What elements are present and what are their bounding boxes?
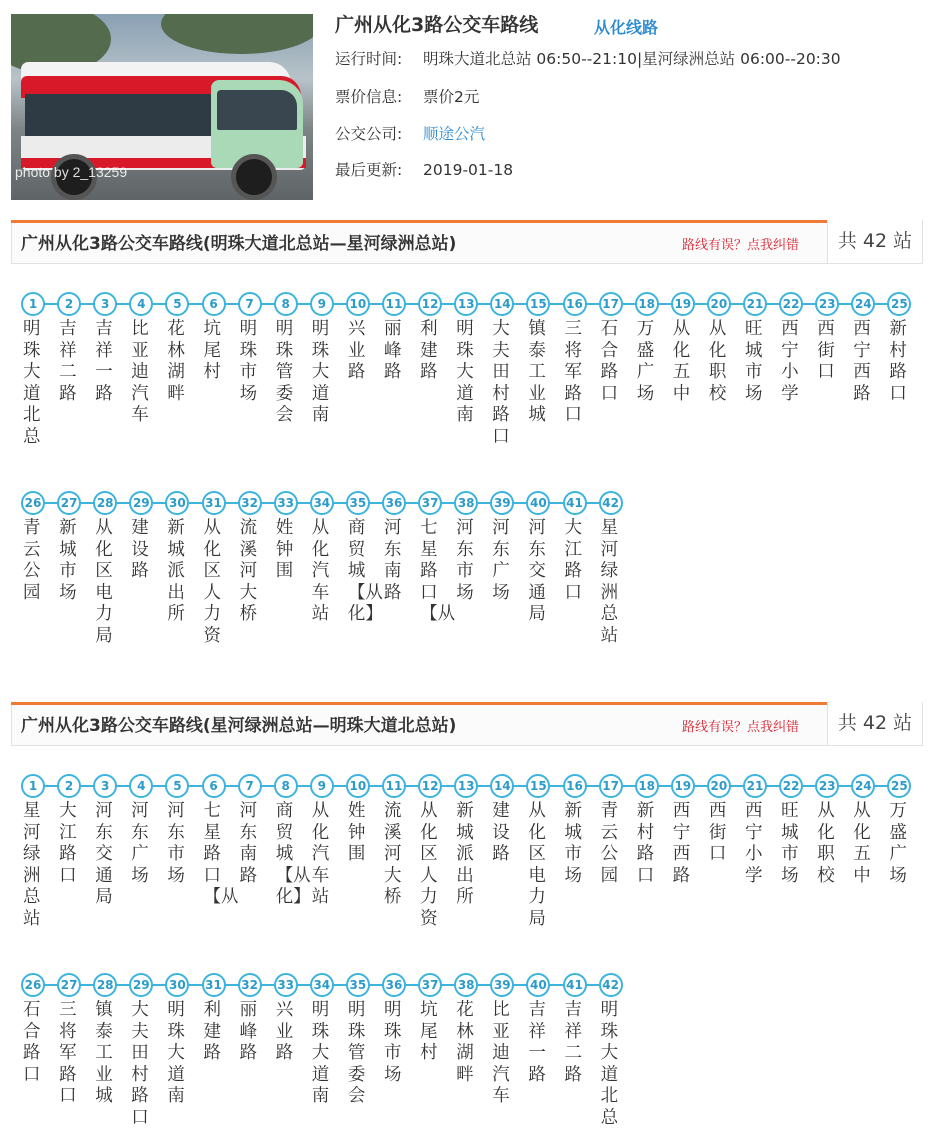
updated-row: [335, 158, 513, 180]
area-link[interactable]: 从化线路: [594, 18, 659, 37]
stop-number: 17: [599, 292, 623, 316]
stop-number: 29: [129, 973, 153, 997]
stop-name[interactable]: 明珠大道北总: [600, 1000, 619, 1128]
stop-number: 24: [851, 774, 875, 798]
stop-name[interactable]: 万盛广场: [889, 801, 907, 886]
stop-number: 39: [490, 973, 514, 997]
stop-number: 30: [165, 973, 189, 997]
stop-number: 29: [129, 491, 153, 515]
stop-name[interactable]: 丽峰路: [239, 1000, 258, 1063]
stop-name[interactable]: 石合路口: [23, 1000, 41, 1085]
stop-number: 37: [418, 491, 442, 515]
stop-number: 7: [238, 774, 262, 798]
stop-number: 8: [274, 292, 298, 316]
stop-number: 20: [707, 774, 731, 798]
hours-label: 运行时间:: [335, 50, 403, 68]
stop-number: 23: [815, 774, 839, 798]
fare-row: [335, 85, 479, 107]
company-link[interactable]: 顺途公汽: [423, 125, 486, 143]
stop-name[interactable]: 镇泰工业城: [95, 1000, 113, 1106]
stop-name[interactable]: 花林湖畔: [167, 319, 185, 404]
stop-name[interactable]: 新城市场: [59, 518, 77, 603]
stop-name[interactable]: 建设路: [492, 801, 510, 864]
stop-name[interactable]: 明珠管委会: [275, 319, 294, 425]
stop-name[interactable]: 丽峰路: [384, 319, 402, 382]
stop-name[interactable]: 星河绿洲总站: [23, 801, 41, 929]
stop-name[interactable]: 明珠大道北总: [23, 319, 41, 447]
stop-count: 共 42 站: [827, 219, 922, 263]
stop-name[interactable]: 西街口: [708, 801, 727, 864]
accent-bar: [11, 702, 830, 705]
stop-number: 6: [202, 292, 226, 316]
stop-number: 36: [382, 491, 406, 515]
stop-name[interactable]: 七星路口【从: [203, 801, 239, 907]
stop-name[interactable]: 兴业路: [275, 1000, 294, 1063]
stop-number: 40: [526, 973, 550, 997]
stop-number: 1: [21, 292, 45, 316]
stop-number: 14: [490, 774, 514, 798]
stop-name[interactable]: 旺城市场: [745, 319, 763, 404]
stop-number: 2: [57, 292, 81, 316]
stop-number: 28: [93, 491, 117, 515]
stop-name[interactable]: 明珠大道南: [311, 1000, 330, 1106]
stop-name[interactable]: 吉祥二路: [564, 1000, 582, 1085]
stop-name[interactable]: 河东交通局: [528, 518, 546, 624]
stop-name[interactable]: 从化区电力局: [528, 801, 546, 929]
stop-number: 21: [743, 292, 767, 316]
updated-label: 最后更新:: [335, 161, 403, 179]
stop-number: 13: [454, 292, 478, 316]
stop-number: 9: [310, 774, 334, 798]
direction-header-1: [11, 220, 923, 264]
stop-name[interactable]: 明珠市场: [239, 319, 258, 404]
stop-number: 19: [671, 292, 695, 316]
stop-number: 42: [599, 973, 623, 997]
stop-number: 40: [526, 491, 550, 515]
stop-name[interactable]: 大江路口: [564, 518, 582, 603]
stop-number: 37: [418, 973, 442, 997]
route-title: 广州从化3路公交车路线: [335, 14, 539, 36]
stop-name[interactable]: 坑尾村: [420, 1000, 438, 1063]
stop-number: 3: [93, 774, 117, 798]
stop-number: 2: [57, 774, 81, 798]
stop-number: 23: [815, 292, 839, 316]
stop-number: 15: [526, 774, 550, 798]
stop-name[interactable]: 明珠市场: [384, 1000, 402, 1085]
stop-number: 42: [599, 491, 623, 515]
stop-name[interactable]: 西宁小学: [781, 319, 799, 404]
stop-name[interactable]: 商贸城【从化】: [347, 518, 383, 624]
stop-count: 共 42 站: [827, 701, 922, 745]
stop-number: 34: [310, 973, 334, 997]
stop-name[interactable]: 从化职校: [708, 319, 727, 404]
stop-name[interactable]: 从化区电力局: [95, 518, 113, 646]
stop-name[interactable]: 从化五中: [853, 801, 871, 886]
stop-name[interactable]: 比亚迪汽车: [492, 1000, 510, 1106]
stop-number: 38: [454, 973, 478, 997]
stop-name[interactable]: 西宁西路: [853, 319, 871, 404]
stop-number: 12: [418, 292, 442, 316]
stop-number: 5: [165, 774, 189, 798]
fare-label: 票价信息:: [335, 88, 403, 106]
stop-number: 25: [887, 292, 911, 316]
company-row: [335, 122, 485, 144]
stop-name[interactable]: 明珠大道南: [167, 1000, 185, 1106]
direction-title: 广州从化3路公交车路线(星河绿洲总站—明珠大道北总站): [21, 716, 457, 736]
stop-name[interactable]: 新城派出所: [456, 801, 474, 907]
stop-name[interactable]: 河东市场: [167, 801, 185, 886]
stop-number: 39: [490, 491, 514, 515]
bus-photo: [11, 14, 313, 200]
stop-number: 25: [887, 774, 911, 798]
stop-name[interactable]: 河东南路: [384, 518, 402, 603]
stop-number: 5: [165, 292, 189, 316]
report-error-link[interactable]: 路线有误？点我纠错: [682, 238, 800, 253]
stop-number: 41: [563, 491, 587, 515]
stop-name[interactable]: 流溪河大桥: [239, 518, 258, 624]
stop-number: 12: [418, 774, 442, 798]
stop-number: 32: [238, 973, 262, 997]
stop-name[interactable]: 大江路口: [59, 801, 77, 886]
stop-name[interactable]: 西宁小学: [745, 801, 763, 886]
fare-value: 票价2元: [423, 88, 480, 106]
stop-name[interactable]: 西宁西路: [672, 801, 691, 886]
stop-name[interactable]: 河东交通局: [95, 801, 113, 907]
stop-name[interactable]: 三将军路口: [59, 1000, 77, 1106]
stop-number: 22: [779, 774, 803, 798]
stop-number: 31: [202, 973, 226, 997]
stop-number: 21: [743, 774, 767, 798]
stop-name[interactable]: 河东广场: [492, 518, 510, 603]
stop-number: 10: [346, 774, 370, 798]
accent-bar: [11, 220, 830, 223]
stop-name[interactable]: 比亚迪汽车: [131, 319, 149, 425]
stop-name[interactable]: 吉祥一路: [528, 1000, 546, 1085]
stop-name[interactable]: 坑尾村: [203, 319, 221, 382]
stop-name[interactable]: 大夫田村路口: [492, 319, 510, 447]
stop-number: 17: [599, 774, 623, 798]
stop-number: 4: [129, 774, 153, 798]
stop-name[interactable]: 从化五中: [672, 319, 691, 404]
stop-name[interactable]: 吉祥一路: [95, 319, 113, 404]
stop-name[interactable]: 旺城市场: [781, 801, 799, 886]
stop-number: 11: [382, 292, 406, 316]
stop-name[interactable]: 从化区人力资: [203, 518, 221, 646]
stop-number: 7: [238, 292, 262, 316]
stop-name[interactable]: 河东市场: [456, 518, 474, 603]
stop-number: 30: [165, 491, 189, 515]
direction-title: 广州从化3路公交车路线(明珠大道北总站—星河绿洲总站): [21, 234, 457, 254]
stop-number: 34: [310, 491, 334, 515]
stop-number: 35: [346, 491, 370, 515]
stop-number: 19: [671, 774, 695, 798]
stop-number: 20: [707, 292, 731, 316]
stop-name[interactable]: 新城市场: [564, 801, 582, 886]
stop-number: 32: [238, 491, 262, 515]
stop-name[interactable]: 从化职校: [817, 801, 835, 886]
stop-name[interactable]: 星河绿洲总站: [600, 518, 619, 646]
stop-number: 33: [274, 973, 298, 997]
stop-name[interactable]: 花林湖畔: [456, 1000, 474, 1085]
stop-number: 16: [563, 774, 587, 798]
stop-number: 14: [490, 292, 514, 316]
stop-number: 38: [454, 491, 478, 515]
stop-name[interactable]: 青云公园: [23, 518, 41, 603]
stop-number: 16: [563, 292, 587, 316]
stop-number: 8: [274, 774, 298, 798]
stop-name[interactable]: 从化汽车站: [311, 518, 330, 624]
stop-number: 33: [274, 491, 298, 515]
stop-name[interactable]: 大夫田村路口: [131, 1000, 149, 1128]
stop-name[interactable]: 姓钟围: [347, 801, 366, 864]
stop-number: 24: [851, 292, 875, 316]
stop-name[interactable]: 明珠管委会: [347, 1000, 366, 1106]
stop-name[interactable]: 吉祥二路: [59, 319, 77, 404]
stop-number: 11: [382, 774, 406, 798]
stop-name[interactable]: 流溪河大桥: [384, 801, 402, 907]
stop-number: 4: [129, 292, 153, 316]
stop-name[interactable]: 新村路口: [889, 319, 907, 404]
stop-number: 13: [454, 774, 478, 798]
stop-number: 26: [21, 491, 45, 515]
stop-name[interactable]: 河东南路: [239, 801, 258, 886]
hours-row: [335, 47, 841, 69]
stop-number: 28: [93, 973, 117, 997]
stop-name[interactable]: 石合路口: [600, 319, 619, 404]
stop-name[interactable]: 姓钟围: [275, 518, 294, 581]
stop-number: 18: [635, 292, 659, 316]
stop-name[interactable]: 明珠大道南: [311, 319, 330, 425]
direction-header-2: [11, 702, 923, 746]
stop-name[interactable]: 七星路口【从: [420, 518, 456, 624]
stop-number: 27: [57, 491, 81, 515]
stop-number: 6: [202, 774, 226, 798]
stop-number: 35: [346, 973, 370, 997]
photo-watermark: photo by 2_13259: [15, 164, 128, 180]
stop-name[interactable]: 从化汽车站: [311, 801, 330, 907]
stop-name[interactable]: 利建路: [420, 319, 438, 382]
stop-number: 9: [310, 292, 334, 316]
stop-number: 10: [346, 292, 370, 316]
stop-name[interactable]: 建设路: [131, 518, 149, 581]
stop-name[interactable]: 利建路: [203, 1000, 221, 1063]
company-label: 公交公司:: [335, 125, 403, 143]
stop-name[interactable]: 青云公园: [600, 801, 619, 886]
stop-number: 18: [635, 774, 659, 798]
stop-number: 41: [563, 973, 587, 997]
stop-name[interactable]: 西街口: [817, 319, 835, 382]
stop-number: 36: [382, 973, 406, 997]
stop-name[interactable]: 三将军路口: [564, 319, 582, 425]
stop-name[interactable]: 河东广场: [131, 801, 149, 886]
stop-number: 1: [21, 774, 45, 798]
hours-value: 明珠大道北总站 06:50--21:10|星河绿洲总站 06:00--20:30: [423, 50, 841, 68]
stop-name[interactable]: 新村路口: [636, 801, 655, 886]
report-error-link[interactable]: 路线有误？点我纠错: [682, 720, 800, 735]
stop-number: 27: [57, 973, 81, 997]
stop-name[interactable]: 商贸城【从化】: [275, 801, 311, 907]
stop-name[interactable]: 兴业路: [347, 319, 366, 382]
stop-name[interactable]: 新城派出所: [167, 518, 185, 624]
stop-name[interactable]: 万盛广场: [636, 319, 655, 404]
stop-number: 22: [779, 292, 803, 316]
stop-number: 3: [93, 292, 117, 316]
stop-name[interactable]: 从化区人力资: [420, 801, 438, 929]
stop-number: 31: [202, 491, 226, 515]
stop-number: 26: [21, 973, 45, 997]
stop-name[interactable]: 明珠大道南: [456, 319, 474, 425]
stop-name[interactable]: 镇泰工业城: [528, 319, 546, 425]
stop-number: 15: [526, 292, 550, 316]
updated-value: 2019-01-18: [423, 161, 514, 179]
